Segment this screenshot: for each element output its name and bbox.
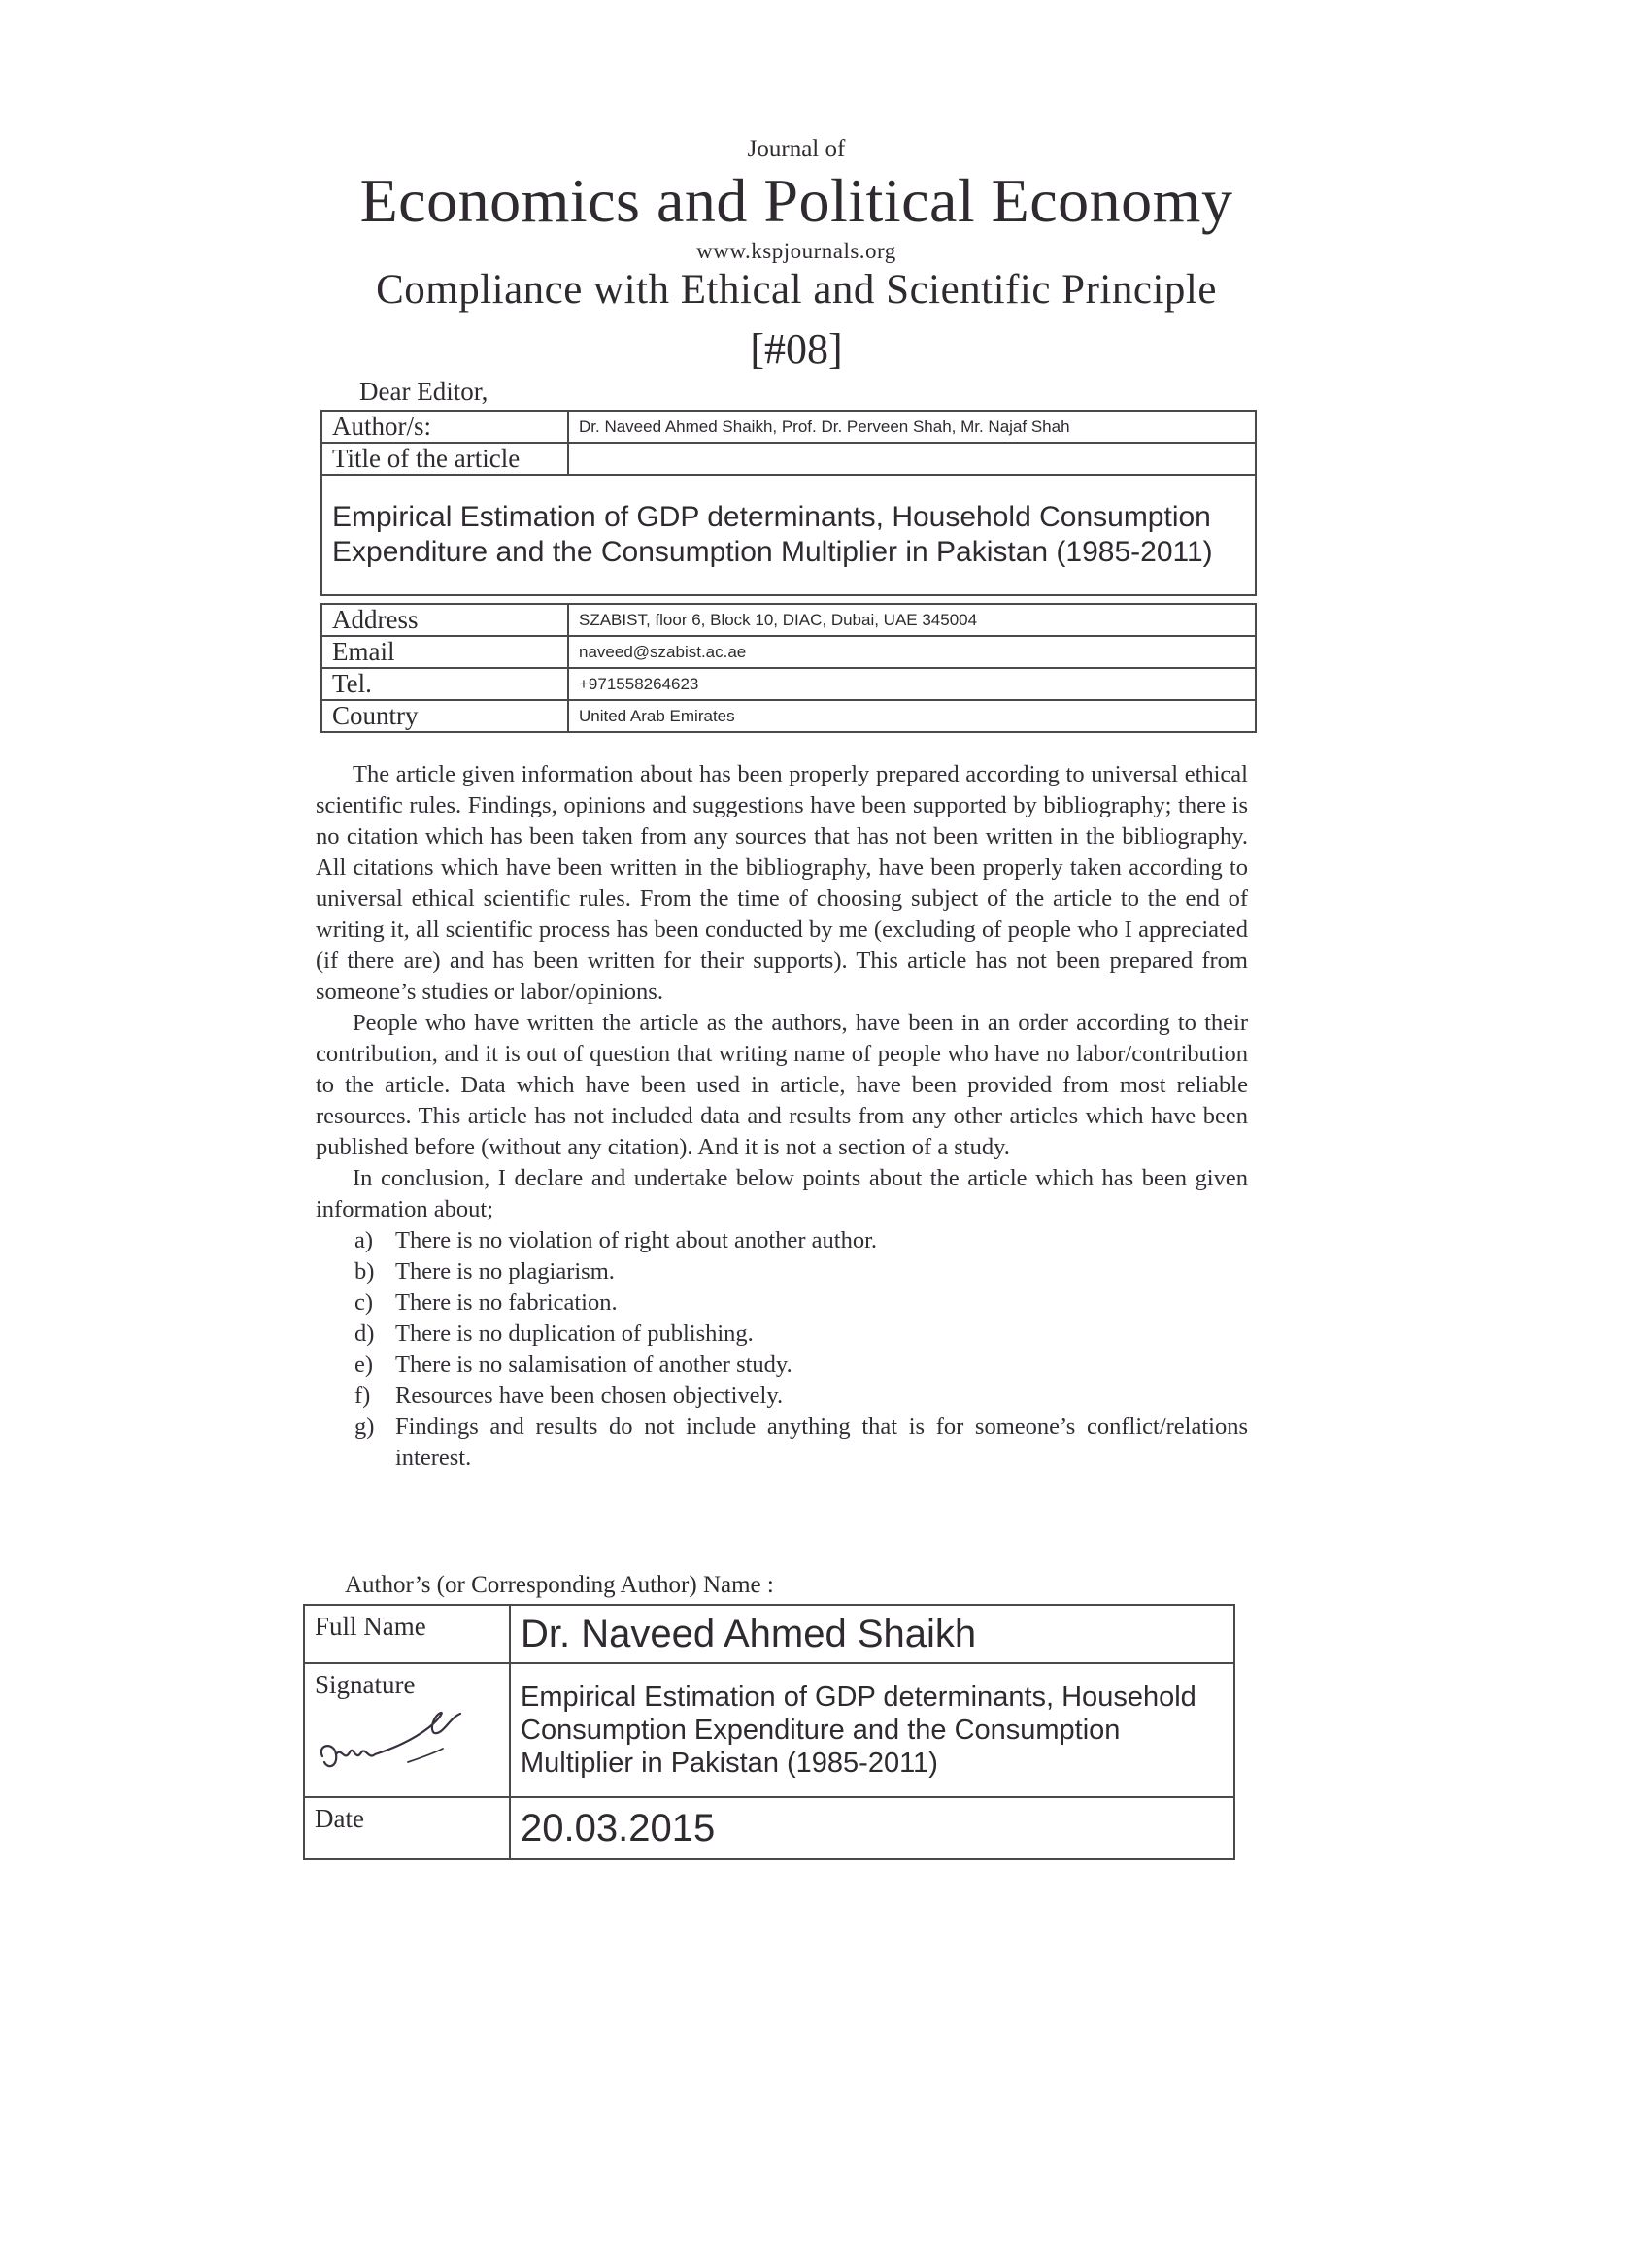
email-label: Email [321, 636, 568, 668]
document-title: Compliance with Ethical and Scientific Principle [376, 267, 1217, 313]
list-text: There is no violation of right about another author. [395, 1227, 878, 1253]
list-item [354, 1350, 1248, 1381]
salutation: Dear Editor, [359, 377, 489, 406]
list-marker: e) [354, 1351, 374, 1378]
list-text: There is no plagiarism. [395, 1258, 615, 1284]
corresponding-author-caption: Author’s (or Corresponding Author) Name : [345, 1572, 774, 1598]
tel-label: Tel. [321, 668, 568, 700]
list-text: Findings and results do not include anything that is for someone’s conflict/relations interest. [395, 1414, 1248, 1471]
declaration-points [316, 1225, 1248, 1474]
list-marker: c) [354, 1289, 374, 1316]
journal-of-label: Journal of [747, 136, 846, 162]
handwritten-signature-icon [315, 1706, 480, 1784]
document-number: [#08] [750, 325, 843, 373]
paragraph-2: People who have written the article as the authors, have been in an order according to their contribution, and it is out of question that writing name of people who have no labor/contribution to the article. Data which have been used in article, have been provided from most reliable resources. This article has not included data and results from any other articles which have been published before (without any citation). And it is not a section of a study. [316, 1010, 1248, 1160]
authors-value: Dr. Naveed Ahmed Shaikh, Prof. Dr. Perveen Shah, Mr. Najaf Shah [568, 411, 1256, 443]
list-text: There is no salamisation of another study. [395, 1351, 792, 1378]
authors-label: Author/s: [321, 411, 568, 443]
list-item [354, 1412, 1248, 1474]
date-label: Date [304, 1797, 510, 1859]
list-marker: f) [354, 1383, 371, 1409]
list-item [354, 1287, 1248, 1318]
address-value: SZABIST, floor 6, Block 10, DIAC, Dubai, UAE 345004 [568, 604, 1256, 636]
email-value: naveed@szabist.ac.ae [568, 636, 1256, 668]
list-item [354, 1256, 1248, 1287]
title-value-spacer [568, 443, 1256, 475]
contact-table [320, 603, 1257, 733]
signature-table [303, 1604, 1235, 1860]
title-label: Title of the article [321, 443, 568, 475]
list-marker: d) [354, 1320, 375, 1347]
list-item [354, 1318, 1248, 1350]
list-text: Resources have been chosen objectively. [395, 1383, 784, 1409]
paragraph-1: The article given information about has been properly prepared according to universal ethical scientific rules. Findings, opinions and suggestions have been supported by bibliography; there is no citation which has been taken from any sources that has not been written in the bibliography. All citations which have been written in the bibliography, have been properly taken according to universal ethical scientific rules. From the time of choosing subject of the article to the end of writing it, all scientific process has been conducted by me (excluding of people who I appreciated (if there are) and has been written for their supports). This article has not been prepared from someone’s studies or labor/opinions. [316, 761, 1248, 1005]
tel-value: +971558264623 [568, 668, 1256, 700]
signature-label: Signature [315, 1670, 416, 1699]
address-label: Address [321, 604, 568, 636]
paragraph-3: In conclusion, I declare and undertake below points about the article which has been given information about; [316, 1165, 1248, 1222]
journal-name: Economics and Political Economy [359, 166, 1233, 235]
list-item [354, 1225, 1248, 1256]
list-item [354, 1381, 1248, 1412]
country-label: Country [321, 700, 568, 732]
full-name-label: Full Name [304, 1605, 510, 1663]
country-value: United Arab Emirates [568, 700, 1256, 732]
article-info-table [320, 410, 1257, 596]
signature-value: Empirical Estimation of GDP determinants, Household Consumption Expenditure and the Consumption Multiplier in Pakistan (1985-2011) [510, 1663, 1234, 1797]
declaration-body [316, 759, 1248, 1474]
date-value: 20.03.2015 [510, 1797, 1234, 1859]
signature-cell [304, 1663, 510, 1797]
list-marker: g) [354, 1414, 375, 1440]
article-title-value: Empirical Estimation of GDP determinants, Household Consumption Expenditure and the Consumption Multiplier in Pakistan (1985-2011) [321, 475, 1256, 595]
list-text: There is no duplication of publishing. [395, 1320, 754, 1347]
list-text: There is no fabrication. [395, 1289, 618, 1316]
list-marker: b) [354, 1258, 375, 1284]
list-marker: a) [354, 1227, 374, 1253]
full-name-value: Dr. Naveed Ahmed Shaikh [510, 1605, 1234, 1663]
journal-url: www.kspjournals.org [696, 239, 896, 263]
